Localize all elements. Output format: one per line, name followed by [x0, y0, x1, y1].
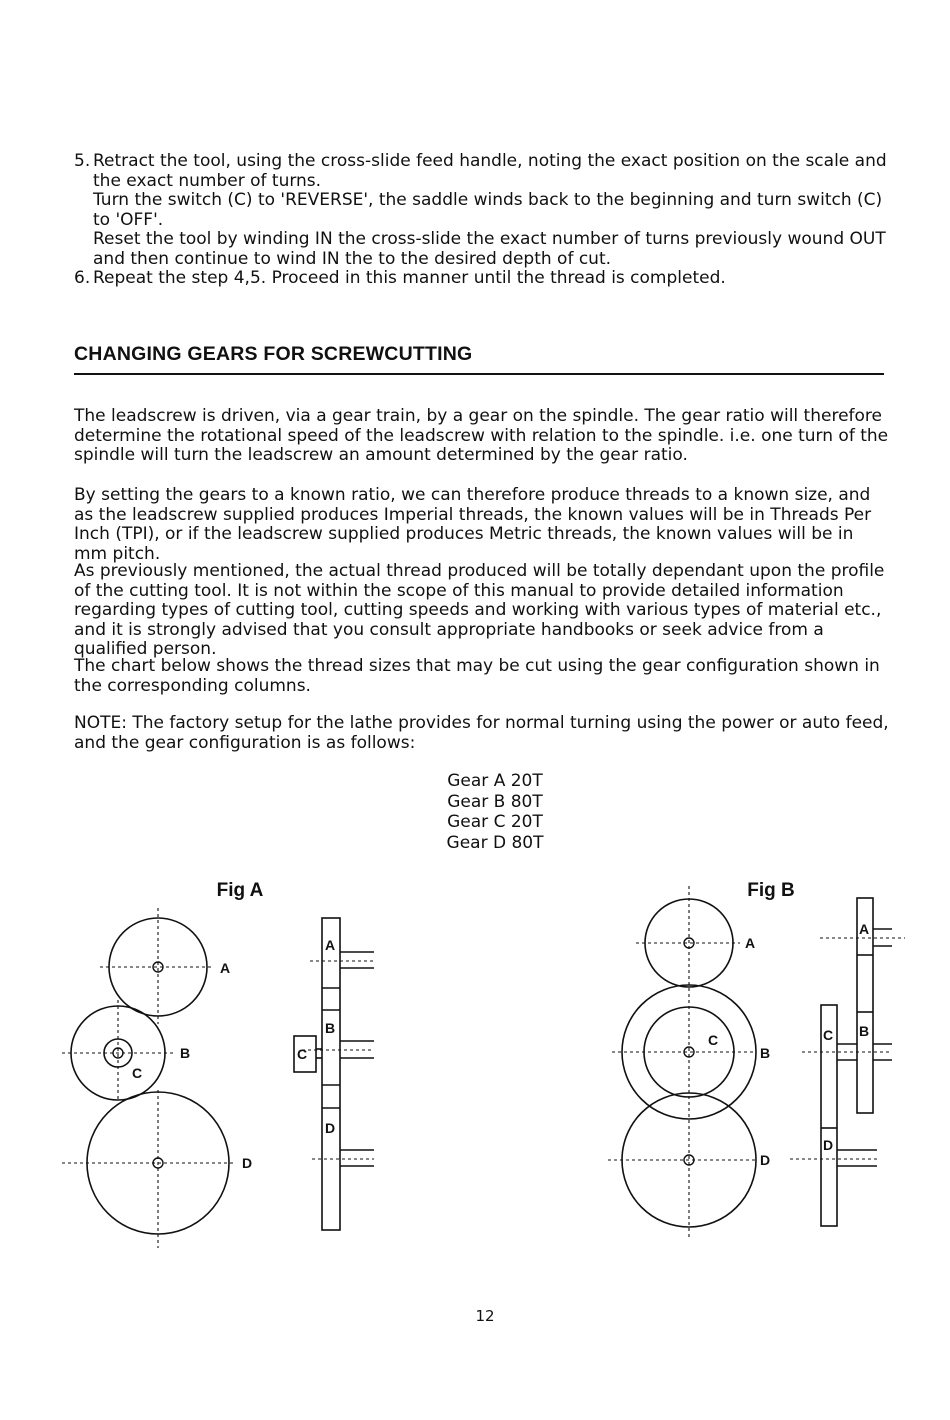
fig-a-label-a: A	[220, 960, 231, 976]
fig-a-side-shaft	[322, 918, 340, 1230]
fig-b-label-c: C	[708, 1032, 719, 1048]
fig-a-side-label-b: B	[325, 1020, 336, 1036]
step-number: 5.	[74, 151, 91, 171]
fig-a-side-label-c: C	[297, 1046, 308, 1062]
fig-b-label-b: B	[760, 1045, 771, 1061]
page-number: 12	[475, 1307, 495, 1325]
fig-b-side-label-b: B	[859, 1023, 870, 1039]
gear-config-a: Gear A 20T	[447, 771, 543, 791]
step-line: Retract the tool, using the cross-slide feed handle, noting the exact position on the scale and the exact number of turns.	[93, 151, 887, 191]
fig-b-side-label-d: D	[823, 1137, 834, 1153]
fig-a-label-c: C	[132, 1065, 143, 1081]
fig-b-label-a: A	[745, 935, 756, 951]
fig-a-side-label-d: D	[325, 1120, 336, 1136]
fig-a-label-d: D	[242, 1155, 253, 1171]
step-number: 6.	[74, 268, 91, 288]
fig-a-label-b: B	[180, 1045, 191, 1061]
fig-b	[608, 880, 905, 1240]
fig-a-side-label-a: A	[325, 937, 336, 953]
step-line: Reset the tool by winding IN the cross-slide the exact number of turns previously wound OUT and then continue to wind IN the to the desired depth of cut.	[93, 229, 886, 269]
fig-b-side-label-c: C	[823, 1027, 834, 1043]
section-title: CHANGING GEARS FOR SCREWCUTTING	[74, 343, 473, 365]
gear-config-d: Gear D 80T	[446, 832, 544, 853]
paragraph-cutting-tool: As previously mentioned, the actual thread produced will be totally dependant upon the profile of the cutting tool. It is not within the scope of this manual to provide detailed information regarding types of cutting tool, cutting speeds and working with various types of material etc., and it is strongly advised that you consult appropriate handbooks or seek advice from a qualified person.	[74, 561, 885, 659]
step-line: Turn the switch (C) to 'REVERSE', the saddle winds back to the beginning and turn switch (C) to 'OFF'.	[93, 190, 883, 230]
fig-a	[62, 880, 374, 1248]
fig-a-title: Fig A	[216, 880, 264, 901]
paragraph-note: NOTE: The factory setup for the lathe provides for normal turning using the power or auto feed, and the gear configuration is as follows:	[74, 713, 889, 753]
gear-config-b: Gear B 80T	[447, 791, 543, 812]
fig-b-label-d: D	[760, 1152, 771, 1168]
paragraph-chart: The chart below shows the thread sizes that may be cut using the gear configuration shown in the corresponding columns.	[74, 656, 880, 696]
paragraph-leadscrew: The leadscrew is driven, via a gear train, by a gear on the spindle. The gear ratio will therefore determine the rotational speed of the leadscrew with relation to the spindle. i.e. one turn of the spindle will turn the leadscrew an amount determined by the gear ratio.	[74, 406, 889, 465]
step-line: Repeat the step 4,5. Proceed in this manner until the thread is completed.	[93, 268, 726, 288]
gear-config-c: Gear C 20T	[447, 812, 543, 832]
paragraph-known-ratio: By setting the gears to a known ratio, we can therefore produce threads to a known size, and as the leadscrew supplied produces Imperial threads, the known values will be in Threads Per Inch (TPI), or if the leadscrew supplied produces Metric threads, the known values will be in mm pitch.	[74, 485, 872, 564]
fig-b-side-label-a: A	[859, 921, 870, 937]
fig-b-title: Fig B	[747, 880, 795, 901]
